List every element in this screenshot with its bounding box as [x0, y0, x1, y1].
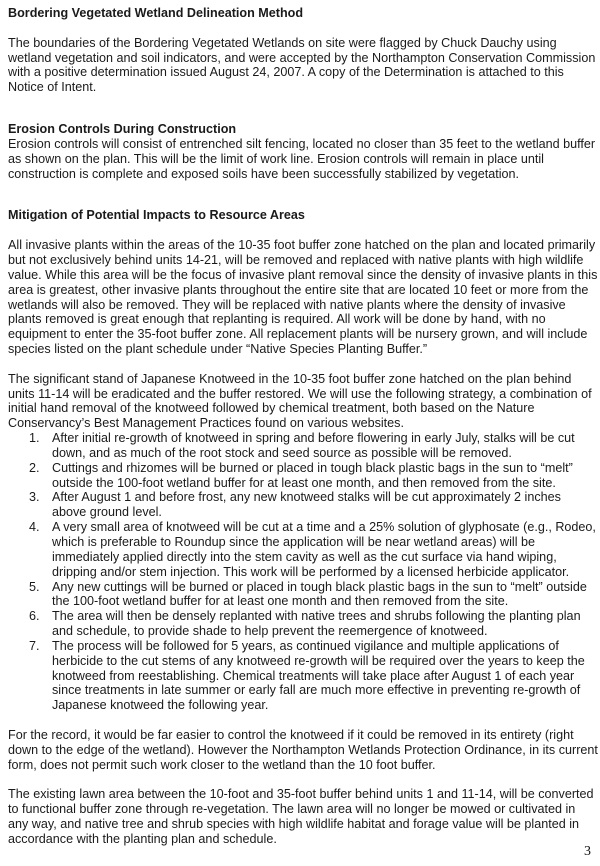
list-item-text: Cuttings and rhizomes will be burned or placed in tough black plastic bags in the sun to “melt” outside the 100-foot wetland buffer for at least one month, and then removed from the site.	[52, 460, 573, 490]
section-heading-mitigation: Mitigation of Potential Impacts to Resource Areas	[8, 208, 305, 223]
list-number: 2.	[29, 460, 40, 475]
list-item	[8, 461, 598, 491]
list-number: 4.	[29, 520, 40, 535]
mitigation-paragraph-1: All invasive plants within the areas of the 10-35 foot buffer zone hatched on the plan and located primarily but not exclusively behind units 14-21, will be removed and replaced with native plants with high wildlife value. While this area will be the focus of invasive plant removal since the density of invasive plants in this area is greatest, other invasive plants throughout the entire site that are located 10 feet or more from the wetlands will also be removed. They will be replaced with native plants where the density of invasive plants removed is great enough that replanting is required. All work will be done by hand, with no equipment to enter the 35-foot buffer zone. All replacement plants will be nursery grown, and will include species listed on the plant schedule under “Native Species Planting Buffer.”	[8, 238, 598, 357]
list-item-text: Any new cuttings will be burned or placed in tough black plastic bags in the sun to “melt” outside the 100-foot wetland buffer for at least one month and then removed from the site.	[52, 579, 587, 609]
list-item-text: After initial re-growth of knotweed in spring and before flowering in early July, stalks will be cut down, and as much of the root stock and seed source as possible will be removed.	[52, 431, 575, 460]
list-item	[8, 609, 598, 639]
list-number: 7.	[29, 638, 40, 653]
mitigation-paragraph-3: For the record, it would be far easier to control the knotweed if it could be removed in its entirety (right down to the edge of the wetland). However the Northampton Wetlands Protection Ordinance, in its current form, does not permit such work closer to the wetland than the 10 foot buffer.	[8, 727, 598, 772]
document-page	[8, 6, 598, 847]
list-item	[8, 639, 598, 713]
mitigation-paragraph-4: The existing lawn area between the 10-foot and 35-foot buffer behind units 1 and 11-14, will be converted to functional buffer zone through re-vegetation. The lawn area will no longer be mowed or cultivated in any way, and native tree and shrub species with high wildlife habitat and forage value will be planted in accordance with the planting plan and schedule.	[8, 787, 594, 846]
list-item	[8, 580, 598, 610]
page-number: 3	[584, 844, 591, 859]
knotweed-strategy-list	[8, 431, 598, 713]
list-item	[8, 431, 598, 461]
list-number: 6.	[29, 609, 40, 624]
list-number: 1.	[29, 431, 40, 446]
erosion-paragraph: Erosion controls will consist of entrenched silt fencing, located no closer than 35 feet to the wetland buffer as shown on the plan. This will be the limit of work line. Erosion controls will remain in place until construction is complete and exposed soils have been successfully stabilized by vegetation.	[8, 136, 596, 181]
section-heading-delineation: Bordering Vegetated Wetland Delineation Method	[8, 6, 304, 20]
list-item-text: The process will be followed for 5 years, as continued vigilance and multiple applications of herbicide to the cut stems of any knotweed re-growth will be required over the years to keep the knotweed from reestablishing. Chemical treatments will take place after August 1 of each year since treatments in late summer or early fall are much more effective in preventing re-growth of Japanese knotweed the following year.	[52, 638, 585, 713]
list-number: 3.	[29, 490, 40, 505]
mitigation-paragraph-2: The significant stand of Japanese Knotweed in the 10-35 foot buffer zone hatched on the plan behind units 11-14 will be eradicated and the buffer restored. We will use the following strategy, a combination of initial hand removal of the knotweed followed by chemical treatment, both based on the Nature Conservancy’s Best Management Practices found on various websites.	[8, 371, 592, 431]
list-item-text: After August 1 and before frost, any new knotweed stalks will be cut approximately 2 inches above ground level.	[52, 490, 561, 520]
list-item	[8, 520, 598, 579]
section-heading-erosion: Erosion Controls During Construction	[8, 122, 237, 137]
list-item	[8, 490, 598, 520]
delineation-paragraph: The boundaries of the Bordering Vegetated Wetlands on site were flagged by Chuck Dauchy using wetland vegetation and soil indicators, and were accepted by the Northampton Conservation Commission with a positive determination issued August 24, 2007. A copy of the Determination is attached to this Notice of Intent.	[8, 35, 596, 95]
list-item-text: A very small area of knotweed will be cut at a time and a 25% solution of glyphosate (e.g., Rodeo, which is preferable to Roundup since the application will be near wetland areas) will be immediately applied directly into the stem cavity as well as the cut surface via hand wiping, dripping and/or stem injection. This work will be performed by a licensed herbicide applicator.	[52, 520, 596, 579]
list-item-text: The area will then be densely replanted with native trees and shrubs following the planting plan and schedule, to provide shade to help prevent the reemergence of knotweed.	[52, 609, 581, 639]
list-number: 5.	[29, 579, 40, 594]
